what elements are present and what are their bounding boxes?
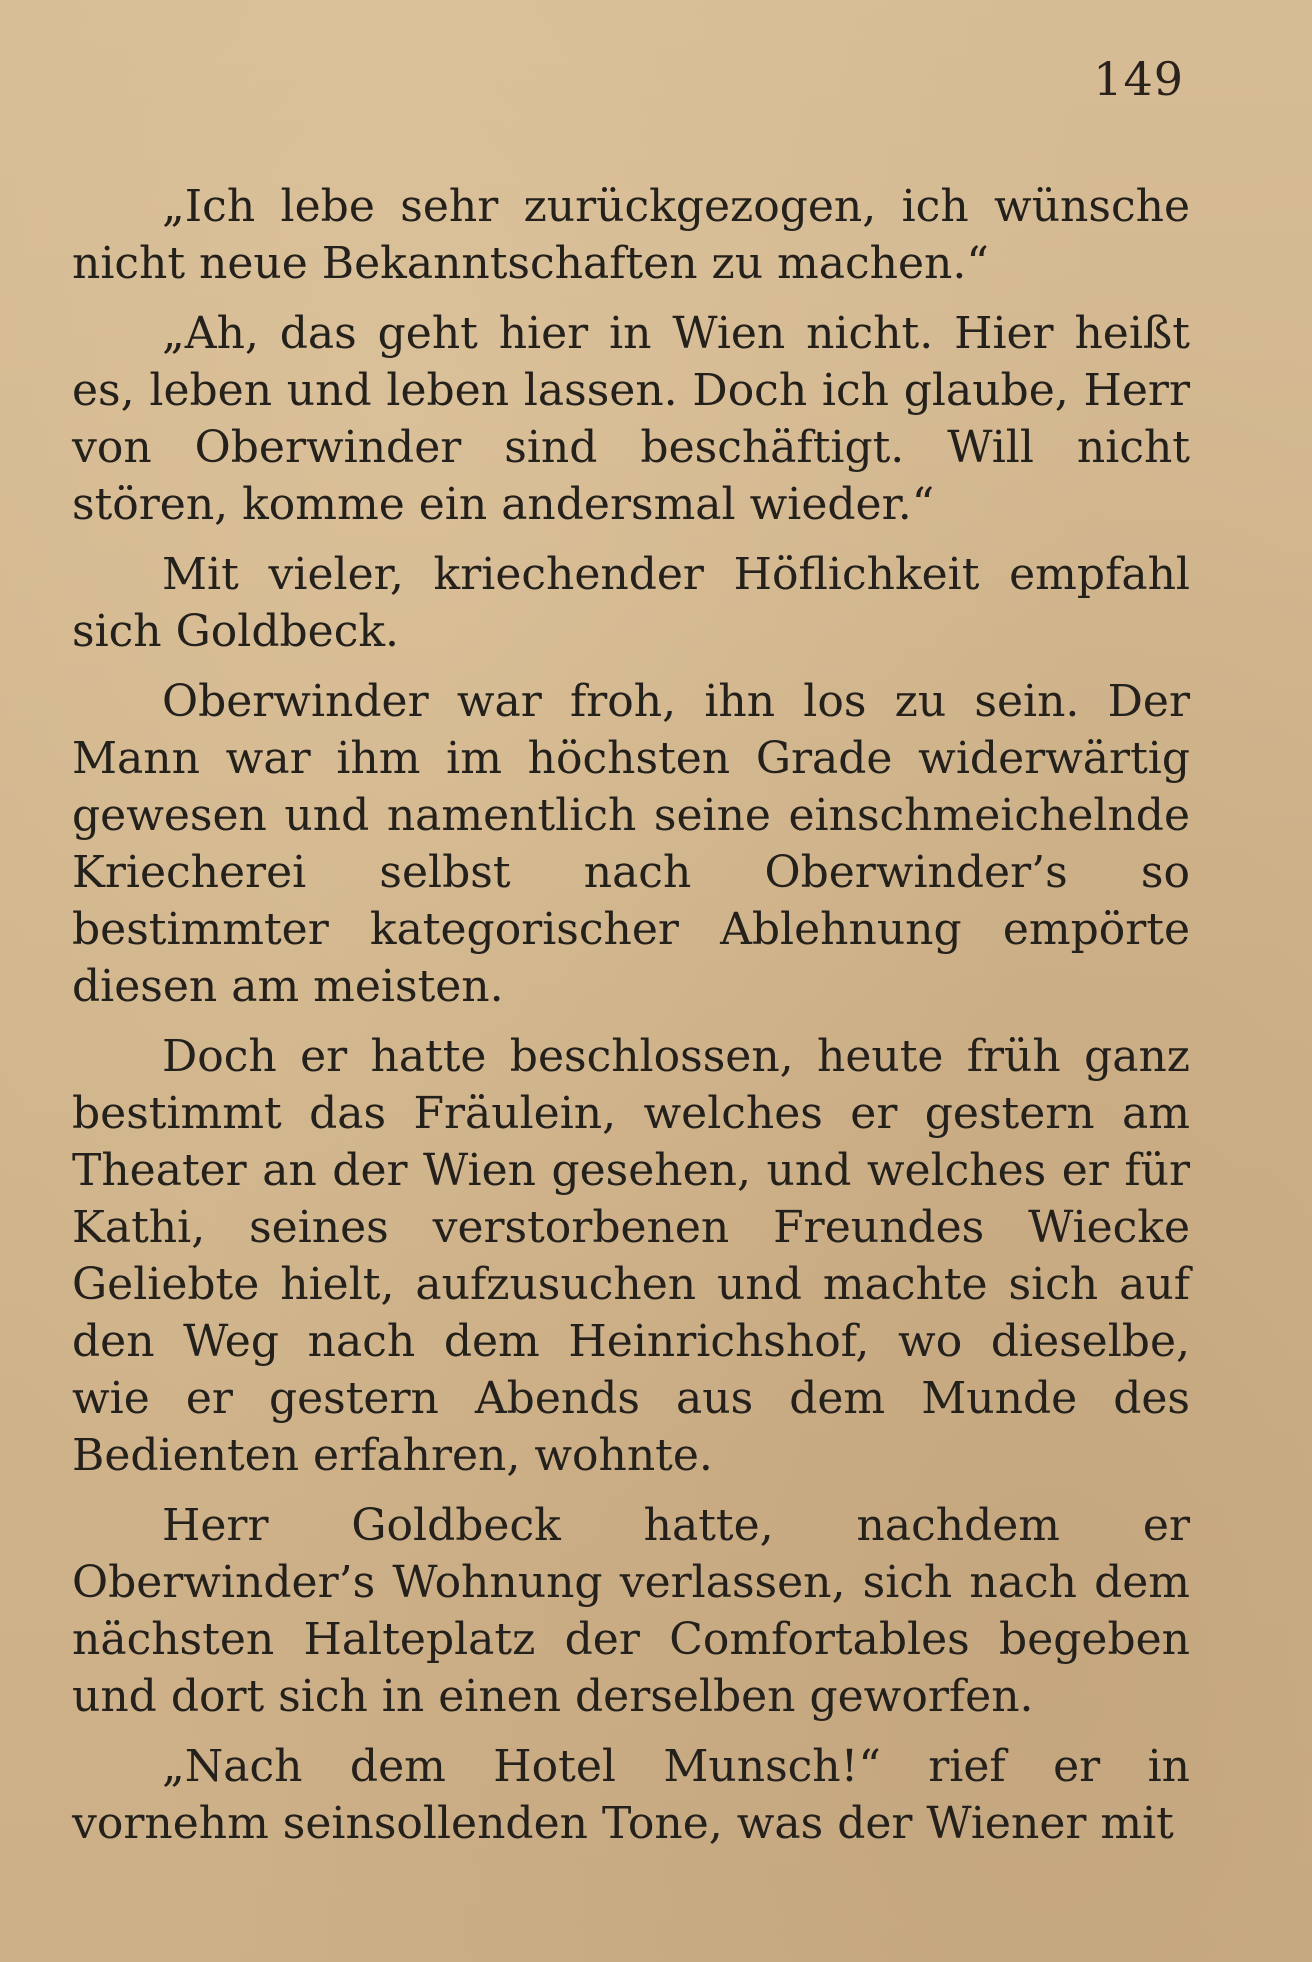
paragraph: Doch er hatte beschlossen, heute früh ganz bestimmt das Fräulein, welches er gestern am Theater an der Wien gesehen, und welches er für Kathi, seines verstorbenen Freundes Wiecke Geliebte hielt, aufzusuchen und machte sich auf den Weg nach dem Heinrichshof, wo dieselbe, wie er gestern Abends aus dem Munde des Bedienten erfahren, wohnte. [72, 1031, 1190, 1481]
paragraph: „Ah, das geht hier in Wien nicht. Hier heißt es, leben und leben lassen. Doch ich glaube, Herr von Oberwinder sind beschäftigt. Will nicht stören, komme ein andersmal wieder.“ [72, 308, 1190, 530]
paragraph: Mit vieler, kriechender Höflichkeit empfahl sich Goldbeck. [72, 549, 1190, 657]
paragraph: „Ich lebe sehr zurückgezogen, ich wünsche nicht neue Bekanntschaften zu machen.“ [72, 181, 1190, 289]
paragraph: „Nach dem Hotel Munsch!“ rief er in vornehm seinsollenden Tone, was der Wiener mit [72, 1741, 1190, 1849]
body-text [72, 178, 1190, 1852]
paragraph: Oberwinder war froh, ihn los zu sein. Der Mann war ihm im höchsten Grade widerwärtig gewesen und namentlich seine einschmeichelnde Kriecherei selbst nach Oberwinder’s so bestimmter kategorischer Ablehnung empörte diesen am meisten. [72, 676, 1190, 1012]
page-number: 149 [1093, 52, 1184, 106]
paragraph: Herr Goldbeck hatte, nachdem er Oberwinder’s Wohnung verlassen, sich nach dem nächsten Halteplatz der Comfortables begeben und dort sich in einen derselben geworfen. [72, 1500, 1190, 1722]
